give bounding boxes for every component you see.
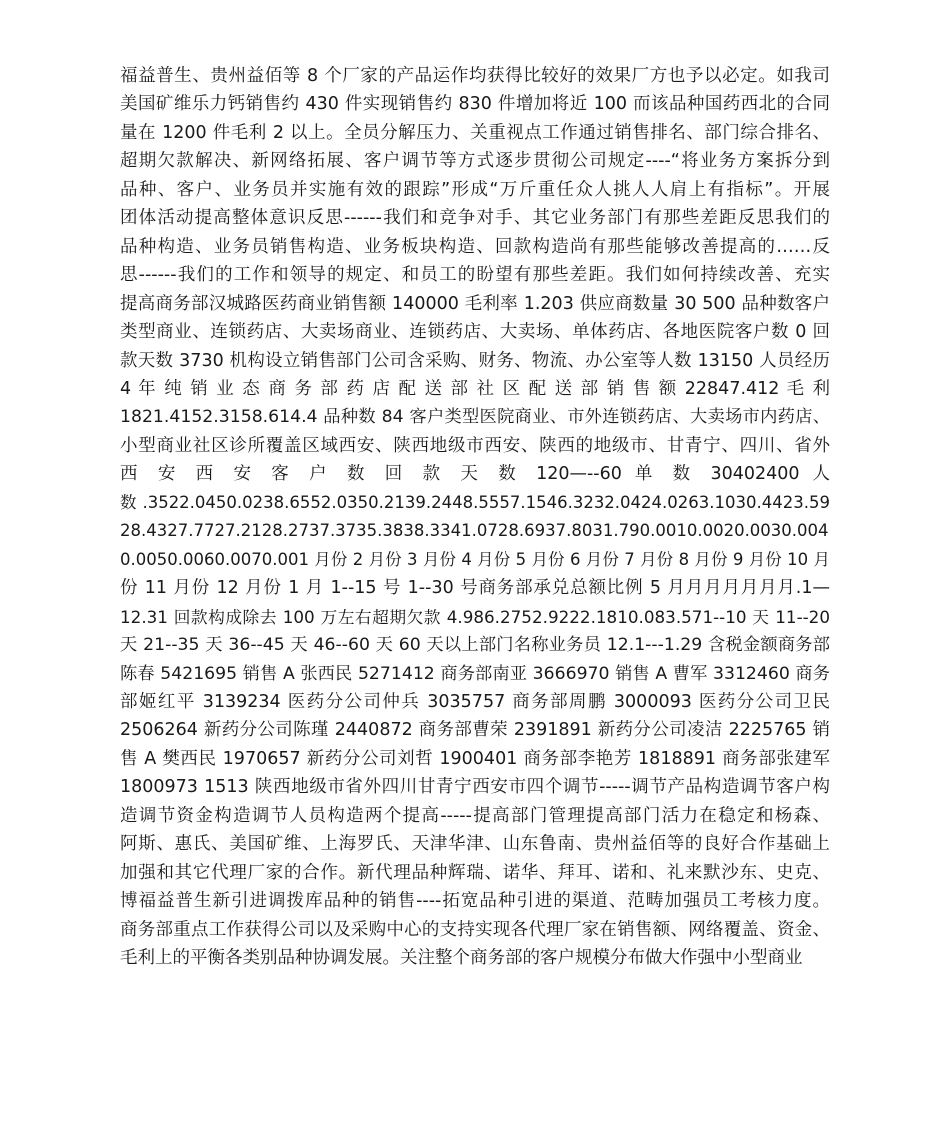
text-line: 福益普生、贵州益佰等 8 个厂家的产品运作均获得比较好的效果厂方也予以必定。如我司: [120, 66, 830, 86]
text-line: 部姬红平 3139234 医药分公司仲兵 3035757 商务部周鹏 3000093 医药分公司卫民: [120, 691, 830, 712]
text-line: 提高商务部汉城路医药商业销售额 140000 毛利率 1.203 供应商数量 30 500 品种数客户: [120, 293, 830, 314]
text-line: 类型商业、连锁药店、大卖场商业、连锁药店、大卖场、单体药店、各地医院客户数 0 回: [120, 322, 830, 343]
text-line: 1800973 1513 陕西地级市省外四川甘青宁西安市四个调节-----调节产品构造调节客户构: [120, 777, 830, 798]
text-line: 款天数 3730 机构设立销售部门公司含采购、财务、物流、办公室等人数 13150 人员经历: [120, 350, 830, 371]
text-line: 4 年 纯 销 业 态 商 务 部 药 店 配 送 部 社 区 配 送 部 销 售 额 22847.412 毛 利: [120, 378, 830, 399]
text-line: 1821.4152.3158.614.4 品种数 84 客户类型医院商业、市外连锁药店、大卖场市内药店、: [120, 407, 830, 428]
text-line: 品种构造、业务员销售构造、业务板块构造、回款构造尚有那些能够改善提高的……反: [120, 236, 830, 257]
text-line: 西 安 西 安 客 户 数 回 款 天 数 120—--60 单 数 30402400 人: [120, 464, 830, 485]
text-line: 陈春 5421695 销售 A 张西民 5271412 商务部南亚 3666970 销售 A 曹军 3312460 商务: [120, 663, 830, 684]
body-text: [120, 62, 830, 973]
text-line: 品种、客户、业务员并实施有效的跟踪”形成“万斤重任众人挑人人肩上有指标”。开展: [120, 179, 830, 200]
text-line: 28.4327.7727.2128.2737.3735.3838.3341.0728.6937.8031.790.0010.0020.0030.004: [120, 521, 829, 541]
text-line: 阿斯、惠氏、美国矿维、上海罗氏、天津华津、山东鲁南、贵州益佰等的良好合作基础上: [120, 834, 830, 855]
text-line: 思------我们的工作和领导的规定、和员工的盼望有那些差距。我们如何持续改善、充实: [120, 265, 830, 286]
text-line: 美国矿维乐力钙销售约 430 件实现销售约 830 件增加将近 100 而该品种国药西北的合同: [120, 94, 830, 115]
text-line: 造调节资金构造调节人员构造两个提高-----提高部门管理提高部门活力在稳定和杨森、: [120, 805, 830, 826]
text-line: 毛利上的平衡各类别品种协调发展。关注整个商务部的客户规模分布做大作强中小型商业: [120, 948, 803, 969]
text-line: 超期欠款解决、新网络拓展、客户调节等方式逐步贯彻公司规定----“将业务方案拆分到: [120, 151, 830, 172]
text-line: 天 21--35 天 36--45 天 46--60 天 60 天以上部门名称业务员 12.1---1.29 含税金额商务部: [120, 635, 830, 656]
text-line: 0.0050.0060.0070.001 月份 2 月份 3 月份 4 月份 5 月份 6 月份 7 月份 8 月份 9 月份 10 月: [120, 549, 830, 569]
text-line: 团体活动提高整体意识反思------我们和竞争对手、其它业务部门有那些差距反思我们的: [120, 208, 830, 229]
text-line: 加强和其它代理厂家的合作。新代理品种辉瑞、诺华、拜耳、诺和、礼来默沙东、史克、: [120, 862, 830, 883]
text-line: 12.31 回款构成除去 100 万左右超期欠款 4.986.2752.9222.1810.083.571--10 天 11--20: [120, 606, 830, 627]
text-line: 份 11 月份 12 月份 1 月 1--15 号 1--30 号商务部承兑总额比例 5 月月月月月月月.1—: [120, 578, 830, 599]
text-line: 量在 1200 件毛利 2 以上。全员分解压力、关重视点工作通过销售排名、部门综合排名、: [120, 122, 830, 143]
text-line: 博福益普生新引进调拨库品种的销售----拓宽品种引进的渠道、范畴加强员工考核力度。: [120, 891, 830, 912]
text-line: 售 A 樊西民 1970657 新药分公司刘哲 1900401 商务部李艳芳 1818891 商务部张建军: [120, 748, 830, 769]
text-line: 商务部重点工作获得公司以及采购中心的支持实现各代理厂家在销售额、网络覆盖、资金、: [120, 919, 830, 940]
text-line: 2506264 新药分公司陈瑾 2440872 商务部曹荣 2391891 新药分公司凌洁 2225765 销: [120, 720, 830, 741]
text-line: 小型商业社区诊所覆盖区域西安、陕西地级市西安、陕西的地级市、甘青宁、四川、省外: [120, 435, 830, 456]
text-line: 数 .3522.0450.0238.6552.0350.2139.2448.5557.1546.3232.0424.0263.1030.4423.59: [120, 492, 830, 512]
